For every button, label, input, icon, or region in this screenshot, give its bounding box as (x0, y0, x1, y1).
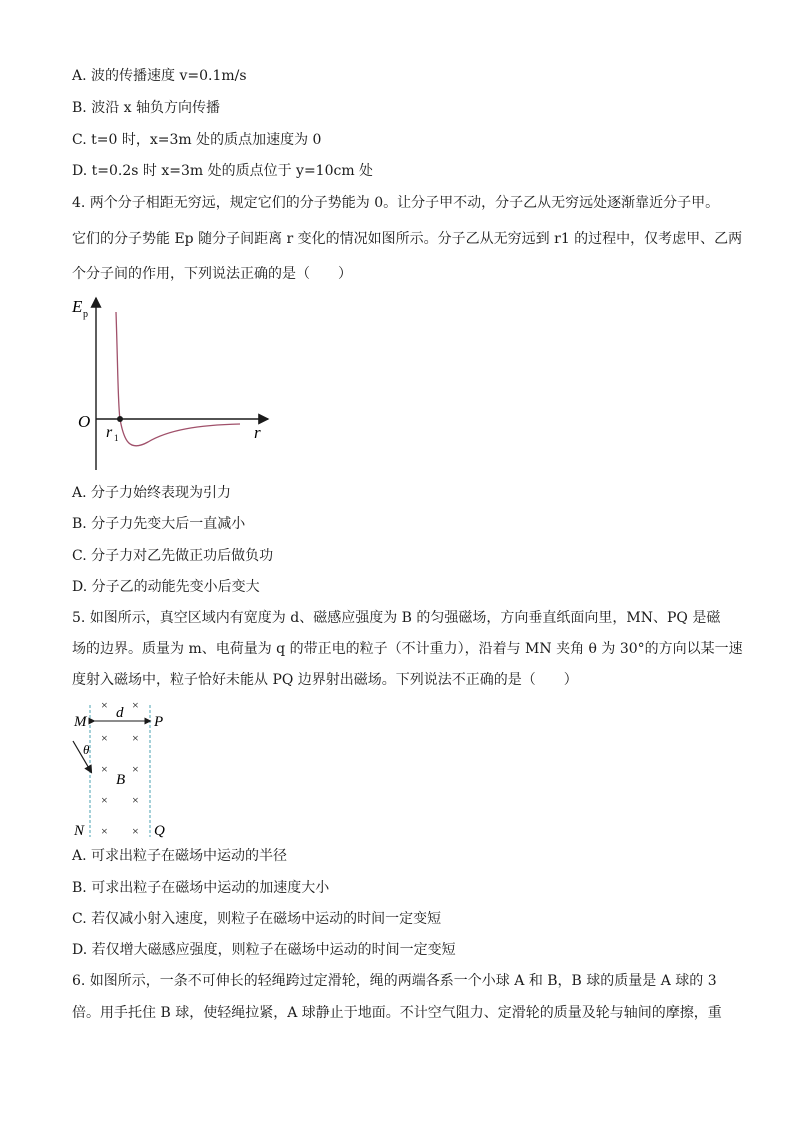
label-theta: θ (83, 742, 90, 757)
q5-stem-line3: 度射入磁场中，粒子恰好未能从 PQ 边界射出磁场。下列说法不正确的是（ ） (72, 672, 578, 688)
field-cross: × (101, 731, 108, 745)
q5-option-a: A. 可求出粒子在磁场中运动的半径 (72, 848, 288, 864)
field-cross: × (101, 762, 108, 776)
q3-option-d: D. t=0.2s 时 x=3m 处的质点位于 y=10cm 处 (72, 163, 374, 179)
field-cross: × (132, 698, 139, 712)
q5-stem-line2: 场的边界。质量为 m、电荷量为 q 的带正电的粒子（不计重力），沿着与 MN 夹角 θ 为 30°的方向以某一速 (72, 641, 743, 657)
q5-option-c: C. 若仅减小射入速度，则粒子在磁场中运动的时间一定变短 (72, 911, 442, 927)
q4-option-a: A. 分子力始终表现为引力 (72, 485, 232, 501)
label-q: Q (154, 823, 165, 839)
field-cross: × (132, 731, 139, 745)
q6-stem-line1: 6. 如图所示，一条不可伸长的轻绳跨过定滑轮，绳的两端各系一个小球 A 和 B，B 球的质量是 A 球的 3 (72, 973, 717, 989)
q3-option-a: A. 波的传播速度 v=0.1m/s (72, 68, 247, 84)
potential-energy-graph (68, 292, 278, 477)
field-cross: × (132, 793, 139, 807)
field-cross: × (101, 824, 108, 838)
q5-option-b: B. 可求出粒子在磁场中运动的加速度大小 (72, 880, 330, 896)
r1-subscript: 1 (114, 433, 119, 443)
width-label: d (116, 705, 124, 721)
magnetic-field-diagram (68, 697, 178, 842)
q4-stem-line2: 它们的分子势能 Ep 随分子间距离 r 变化的情况如图所示。分子乙从无穷远到 r1 的过程中，仅考虑甲、乙两 (72, 231, 743, 247)
q4-stem-line1: 4. 两个分子相距无穷远，规定它们的分子势能为 0。让分子甲不动，分子乙从无穷远处逐渐靠近分子甲。 (72, 195, 720, 211)
field-cross: × (132, 762, 139, 776)
y-axis-label: E (72, 297, 83, 316)
field-cross: × (101, 698, 108, 712)
origin-label: O (78, 412, 91, 431)
q6-stem-line2: 倍。用手托住 B 球，使轻绳拉紧，A 球静止于地面。不计空气阻力、定滑轮的质量及轮与轴间的摩擦，重 (72, 1005, 722, 1021)
q4-option-b: B. 分子力先变大后一直减小 (72, 516, 246, 532)
label-p: P (154, 714, 164, 730)
q3-option-c: C. t=0 时，x=3m 处的质点加速度为 0 (72, 132, 322, 148)
q3-option-b: B. 波沿 x 轴负方向传播 (72, 100, 220, 116)
potential-curve (116, 312, 240, 446)
y-axis-subscript: p (83, 309, 88, 320)
q5-option-d: D. 若仅增大磁感应强度，则粒子在磁场中运动的时间一定变短 (72, 942, 456, 958)
x-axis-label: r (254, 423, 261, 442)
q4-option-c: C. 分子力对乙先做正功后做负功 (72, 548, 274, 564)
label-m: M (74, 714, 87, 730)
field-cross: × (132, 824, 139, 838)
q4-stem-line3: 个分子间的作用，下列说法正确的是（ ） (72, 266, 352, 282)
q4-option-d: D. 分子乙的动能先变小后变大 (72, 579, 260, 595)
field-cross: × (101, 793, 108, 807)
label-n: N (74, 823, 85, 839)
label-b: B (116, 772, 126, 788)
r1-point (117, 416, 123, 422)
r1-label: r (106, 424, 113, 441)
q5-stem-line1: 5. 如图所示，真空区域内有宽度为 d、磁感应强度为 B 的匀强磁场，方向垂直纸面向里，MN、PQ 是磁 (72, 610, 721, 626)
